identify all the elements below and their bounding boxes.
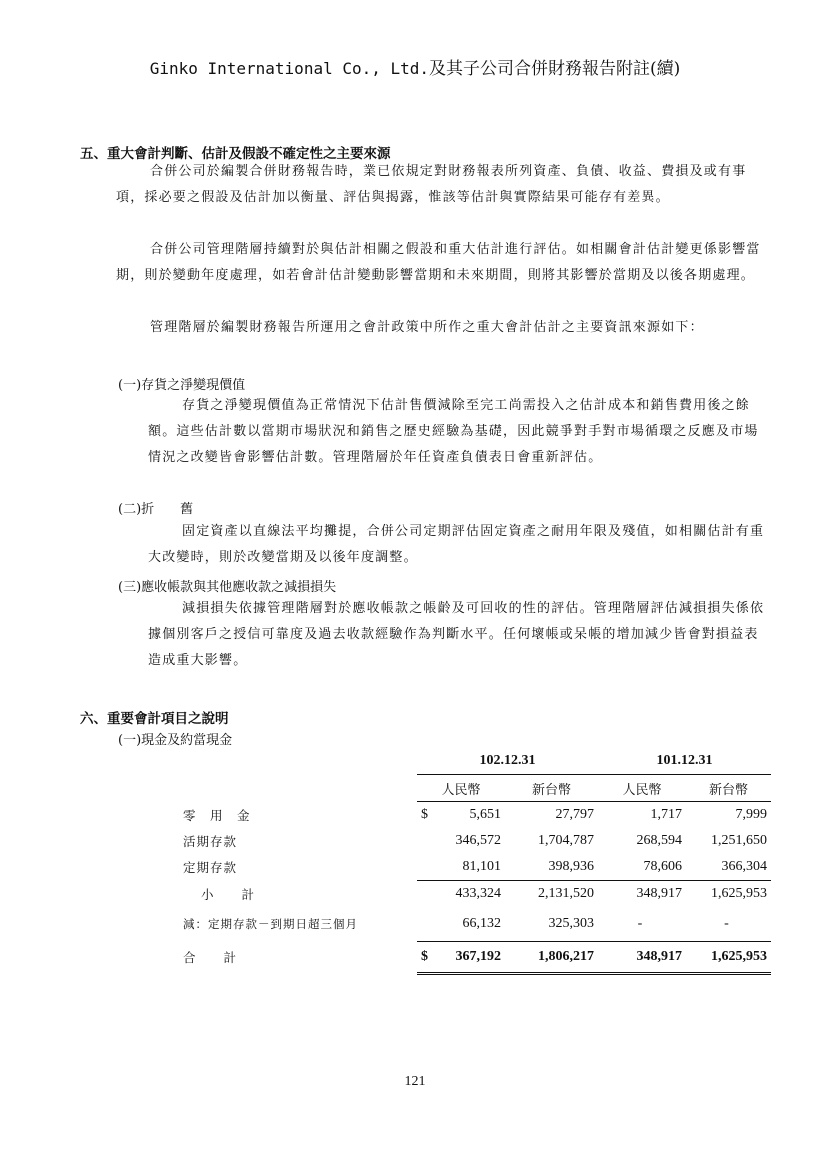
- item-depreciation-label: (二)折 舊: [118, 502, 194, 517]
- row-label: 合 計: [183, 950, 238, 965]
- currency-symbol: $: [421, 948, 428, 964]
- table-cell: 348,917: [598, 941, 686, 973]
- item-impairment-text: 減損損失依據管理階層對於應收帳款之帳齡及可回收的性的評估。管理階層評估減損損失係依據個別客戶之授信可靠度及過去收款經驗作為判斷水平。任何壞帳或呆帳的增加減少皆會對損益表造成重大影響。: [148, 601, 765, 668]
- currency-ntd-2013: 新台幣: [505, 775, 598, 802]
- table-cell: 5,651: [469, 807, 501, 822]
- item-inventory-label: (一)存貨之淨變現價值: [118, 378, 246, 393]
- currency-ntd-2012: 新台幣: [686, 775, 771, 802]
- table-cell: 325,303: [505, 907, 598, 941]
- page-number: 121: [404, 1074, 426, 1089]
- item-depreciation-text: 固定資產以直線法平均攤提，合併公司定期評估固定資產之耐用年限及殘值，如相關估計有重大改變時，則於改變當期及以後年度調整。: [148, 524, 765, 565]
- table-cell: 268,594: [636, 833, 682, 848]
- table-row: [155, 881, 771, 908]
- table-cell: 66,132: [417, 907, 505, 941]
- row-label: 定期存款: [183, 860, 238, 876]
- company-name: Ginko International Co., Ltd.: [149, 59, 430, 78]
- table-row-total: [155, 941, 771, 973]
- row-label: 活期存款: [183, 834, 238, 849]
- table-cell: 27,797: [555, 807, 594, 822]
- row-label: 零 用 金: [183, 807, 251, 823]
- currency-symbol: $: [421, 807, 428, 822]
- section5-heading: 五、重大會計判斷、估計及假設不確定性之主要來源: [80, 146, 391, 162]
- period-2013: 102.12.31: [417, 748, 598, 775]
- table-cell: 348,917: [636, 886, 682, 901]
- table-cell: 346,572: [455, 833, 501, 848]
- table-row: [155, 828, 771, 854]
- table-cell: 1,806,217: [505, 941, 598, 973]
- period-2012: 101.12.31: [598, 748, 771, 775]
- table-cell: 398,936: [505, 854, 598, 881]
- table-row: [155, 907, 771, 941]
- table-cell: 367,192: [455, 948, 501, 964]
- table-cell: -: [686, 907, 771, 941]
- cash-table: [155, 748, 771, 975]
- row-label: 小 計: [201, 886, 256, 902]
- section5-paragraph-1: 合併公司於編製合併財務報告時，業已依規定對財務報表所列資產、負債、收益、費損及或有事項，採必要之假設及估計加以衡量、評估與揭露，惟該等估計與實際結果可能存有差異。: [116, 164, 747, 205]
- table-row: [155, 854, 771, 881]
- table-cell: 1,717: [650, 807, 682, 822]
- table-row: [155, 802, 771, 829]
- table-cell: 366,304: [686, 854, 771, 881]
- table-cell: 1,625,953: [711, 886, 767, 901]
- currency-rmb-2013: 人民幣: [417, 775, 505, 802]
- table-currency-row: [155, 775, 771, 802]
- table-cell: -: [598, 907, 686, 941]
- item-impairment-label: (三)應收帳款與其他應收款之減損損失: [118, 580, 337, 595]
- section5-paragraph-3: 管理階層於編製財務報告所運用之會計政策中所作之重大會計估計之主要資訊來源如下：: [150, 320, 704, 335]
- page-header: [0, 54, 830, 79]
- currency-rmb-2012: 人民幣: [598, 775, 686, 802]
- table-cell: 78,606: [598, 854, 686, 881]
- table-cell: 1,251,650: [711, 833, 767, 848]
- table-cell: 1,704,787: [538, 833, 594, 848]
- section6-subheading: (一)現金及約當現金: [118, 733, 233, 748]
- row-label: 減：定期存款－到期日超三個月: [183, 917, 358, 931]
- table-cell: 81,101: [417, 854, 505, 881]
- header-title-suffix: 及其子公司合併財務報告附註(續): [429, 59, 681, 79]
- section6-heading: 六、重要會計項目之說明: [80, 711, 229, 727]
- item-inventory-text: 存貨之淨變現價值為正常情況下估計售價減除至完工尚需投入之估計成本和銷售費用後之餘額。這些估計數以當期市場狀況和銷售之歷史經驗為基礎，因此競爭對手對市場循環之反應及市場情況之改變皆會影響估計數。管理階層於年任資產負債表日會重新評估。: [148, 398, 759, 465]
- section5-paragraph-2: 合併公司管理階層持續對於與估計相關之假設和重大估計進行評估。如相關會計估計變更係影響當期，則於變動年度處理，如若會計估計變動影響當期和未來期間，則將其影響於當期及以後各期處理。: [116, 242, 761, 283]
- table-cell: 433,324: [455, 886, 501, 901]
- table-cell: 7,999: [735, 807, 767, 822]
- table-cell: 2,131,520: [538, 886, 594, 901]
- table-period-row: [155, 748, 771, 775]
- table-cell: 1,625,953: [686, 941, 771, 973]
